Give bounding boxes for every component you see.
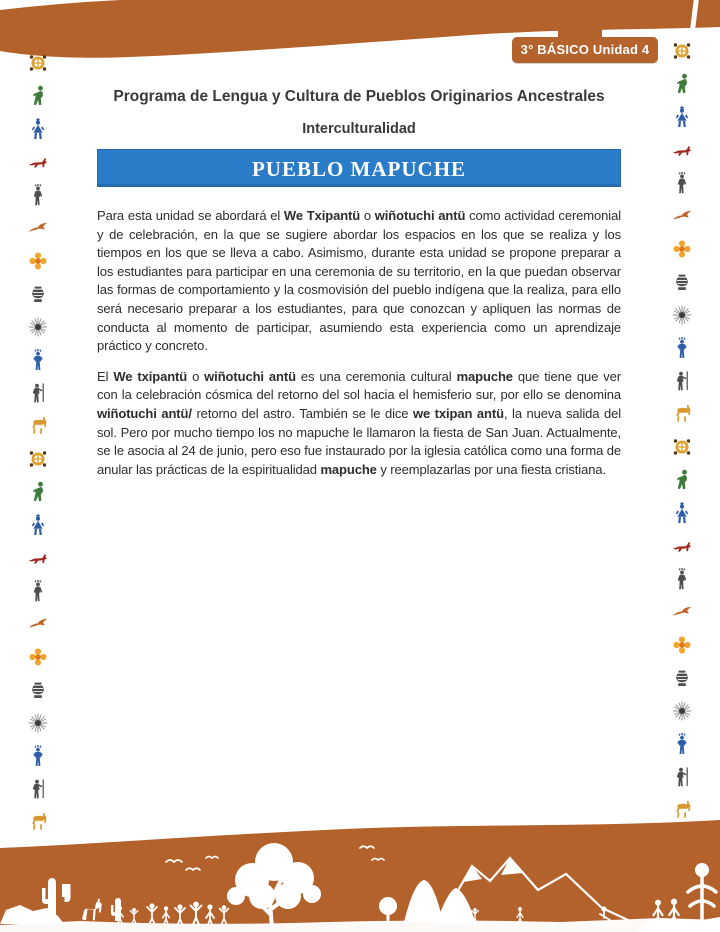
blue-machi-icon [28, 514, 48, 536]
blue-chief-icon [28, 349, 48, 371]
blue-chief-icon [672, 733, 692, 755]
green-dancer-icon [672, 73, 692, 95]
blue-machi-icon [672, 502, 692, 524]
blue-chief-icon [672, 337, 692, 359]
gray-pottery-icon [28, 283, 48, 305]
gray-sunburst-icon [672, 304, 692, 326]
body-paragraphs [97, 207, 621, 479]
content-area [97, 88, 621, 491]
left-icon-column [20, 52, 56, 833]
gray-ancestor-icon [28, 580, 48, 602]
orange-llama-icon [28, 415, 48, 437]
blue-machi-icon [672, 106, 692, 128]
gray-warrior-icon [672, 370, 692, 392]
gray-warrior-icon [28, 778, 48, 800]
kultrun-sun-icon [28, 52, 48, 74]
gray-sunburst-icon [672, 700, 692, 722]
orange-condor-icon [28, 613, 48, 635]
banner-title: PUEBLO MAPUCHE [251, 157, 467, 181]
gray-ancestor-icon [672, 172, 692, 194]
orange-llama-icon [672, 403, 692, 425]
paragraph-2: El We txipantü o wiñotuchi antü es una ceremonia cultural mapuche que tiene que ver con la celebración cósmica del retorno del sol hacia el hemisferio sur, por ello se denomina wiñotuchi antü/ retorno del astro. También se le dice we txipan antü, la nueva salida del sol. Pero por mucho tiempo los no mapuche le llamaron la fiesta de San Juan. Actualmente, se le asocia al 24 de junio, pero eso fue instaurado por la iglesia católica como una forma de anular las prácticas de la espiritualidad mapuche y reemplazarlas por una fiesta cristiana. [97, 368, 622, 477]
yellow-flower-icon [28, 646, 48, 668]
gray-pottery-icon [672, 667, 692, 689]
kultrun-sun-icon [672, 40, 692, 62]
green-dancer-icon [28, 85, 48, 107]
paragraph-1: Para esta unidad se abordará el We Txipantü o wiñotuchi antü como actividad ceremonial y de celebración, en la que se sugiere abordar los espacios en los que se realiza y los tiempos en los que se lleva a cabo. Asimismo, durante esta unidad se propone preparar a los estudiantes para participar en una ceremonia de su territorio, en la que puedan observar las formas de comportamiento y la cosmovisión del pueblo indígena que la realiza, para ello será necesario preparar a los estudiantes, para que conozcan y apliquen las normas de conducta al momento de participar, asumiendo esta experiencia como un aprendizaje práctico y concreto. [97, 208, 622, 354]
green-dancer-icon [672, 469, 692, 491]
red-fox-icon [672, 535, 692, 557]
gray-warrior-icon [28, 382, 48, 404]
gray-pottery-icon [672, 271, 692, 293]
program-title: Programa de Lengua y Cultura de Pueblos Originarios Ancestrales [113, 88, 605, 105]
pueblo-banner [97, 149, 621, 187]
blue-chief-icon [28, 745, 48, 767]
kultrun-sun-icon [672, 436, 692, 458]
yellow-flower-icon [672, 634, 692, 656]
orange-condor-icon [672, 205, 692, 227]
red-fox-icon [672, 139, 692, 161]
gray-ancestor-icon [28, 184, 48, 206]
gray-ancestor-icon [672, 568, 692, 590]
footer-landscape-illustration [0, 818, 720, 932]
orange-condor-icon [28, 217, 48, 239]
gray-sunburst-icon [28, 316, 48, 338]
red-fox-icon [28, 151, 48, 173]
gray-sunburst-icon [28, 712, 48, 734]
right-icon-column [664, 40, 700, 821]
blue-machi-icon [28, 118, 48, 140]
kultrun-sun-icon [28, 448, 48, 470]
red-fox-icon [28, 547, 48, 569]
gray-pottery-icon [28, 679, 48, 701]
unit-badge: 3° BÁSICO Unidad 4 [512, 37, 658, 63]
yellow-flower-icon [28, 250, 48, 272]
green-dancer-icon [28, 481, 48, 503]
gray-warrior-icon [672, 766, 692, 788]
subtitle: Interculturalidad [302, 121, 416, 137]
yellow-flower-icon [672, 238, 692, 260]
orange-condor-icon [672, 601, 692, 623]
